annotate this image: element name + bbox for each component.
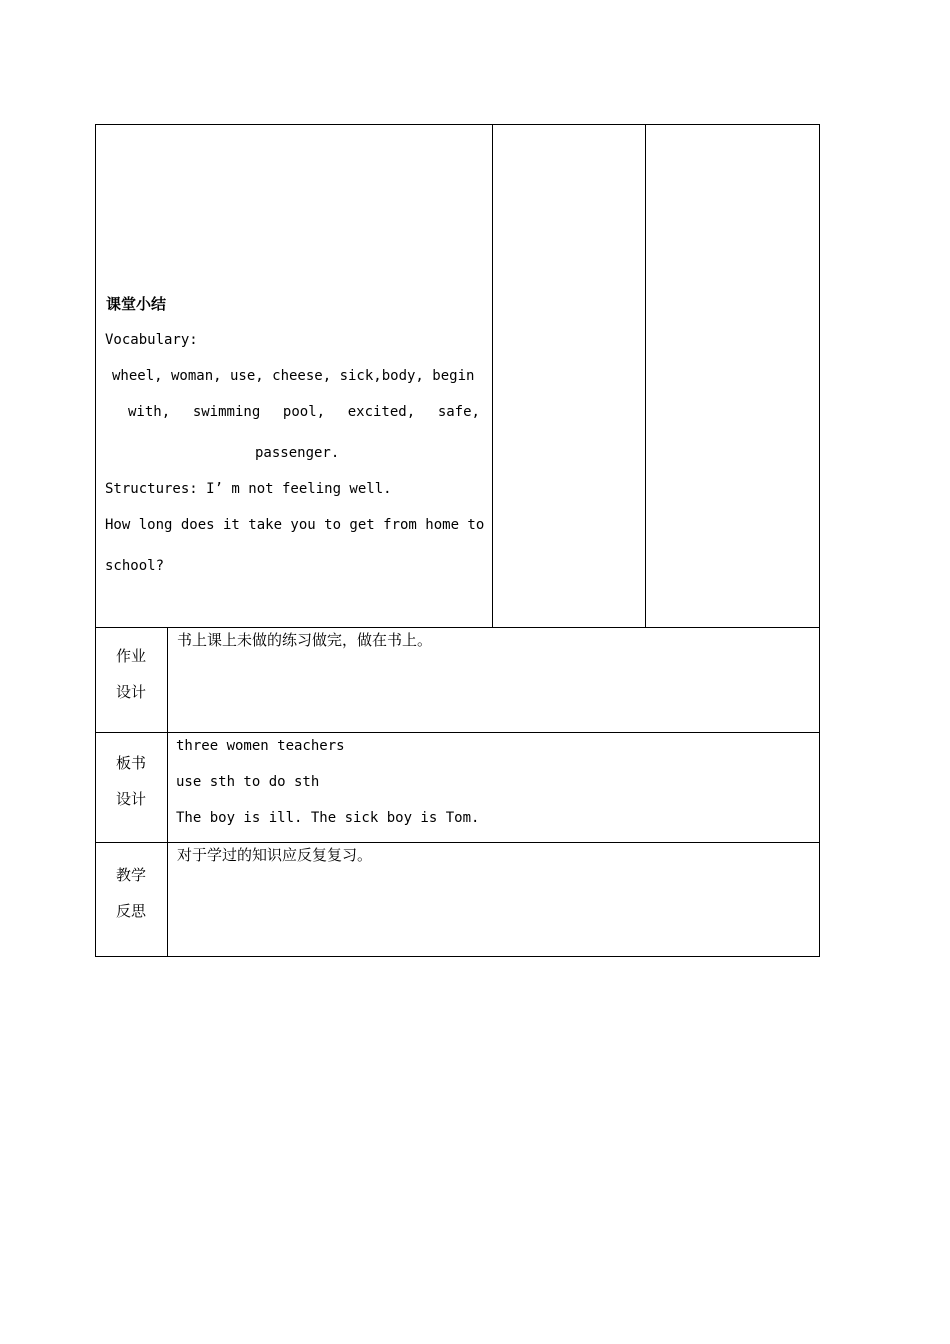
summary-heading: 课堂小结 (106, 295, 167, 313)
homework-label-line-2: 设计 (115, 683, 146, 701)
vocabulary-line-3: passenger. (255, 445, 340, 461)
table-border-bottom (95, 956, 820, 957)
reflection-label-line-1: 教学 (115, 866, 146, 884)
row-divider-2 (95, 732, 820, 733)
question-line-1: How long does it take you to get from home to (105, 517, 485, 533)
question-line-2: school? (105, 558, 165, 574)
vocabulary-line-2 (128, 403, 480, 421)
table-border-left (95, 124, 96, 957)
homework-content: 书上课上未做的练习做完，做在书上。 (177, 631, 433, 649)
lesson-plan-table (95, 124, 820, 957)
board-line-1: three women teachers (176, 738, 345, 754)
reflection-label-line-2: 反思 (115, 902, 146, 920)
homework-label-line-1: 作业 (115, 647, 146, 665)
vocab-word: safe, (437, 404, 480, 420)
board-label-line-1: 板书 (115, 754, 146, 772)
board-label-line-2: 设计 (115, 790, 146, 808)
reflection-content: 对于学过的知识应反复复习。 (177, 846, 373, 864)
top-row-divider-1 (492, 124, 493, 627)
vocab-word: swimming (192, 404, 261, 420)
label-column-divider (167, 627, 168, 957)
table-border-right (819, 124, 820, 957)
row-divider-3 (95, 842, 820, 843)
board-line-3: The boy is ill. The sick boy is Tom. (176, 810, 480, 826)
table-border-top (95, 124, 820, 125)
structures-line: Structures: I’ m not feeling well. (105, 481, 392, 497)
vocab-word: pool, (282, 404, 326, 420)
vocabulary-label: Vocabulary: (105, 332, 198, 348)
top-row-divider-2 (645, 124, 646, 627)
vocabulary-line-1: wheel, woman, use, cheese, sick,body, begin (112, 368, 475, 384)
vocab-word: with, (128, 404, 171, 420)
row-divider-1 (95, 627, 820, 628)
board-line-2: use sth to do sth (176, 774, 320, 790)
vocab-word: excited, (347, 404, 416, 420)
